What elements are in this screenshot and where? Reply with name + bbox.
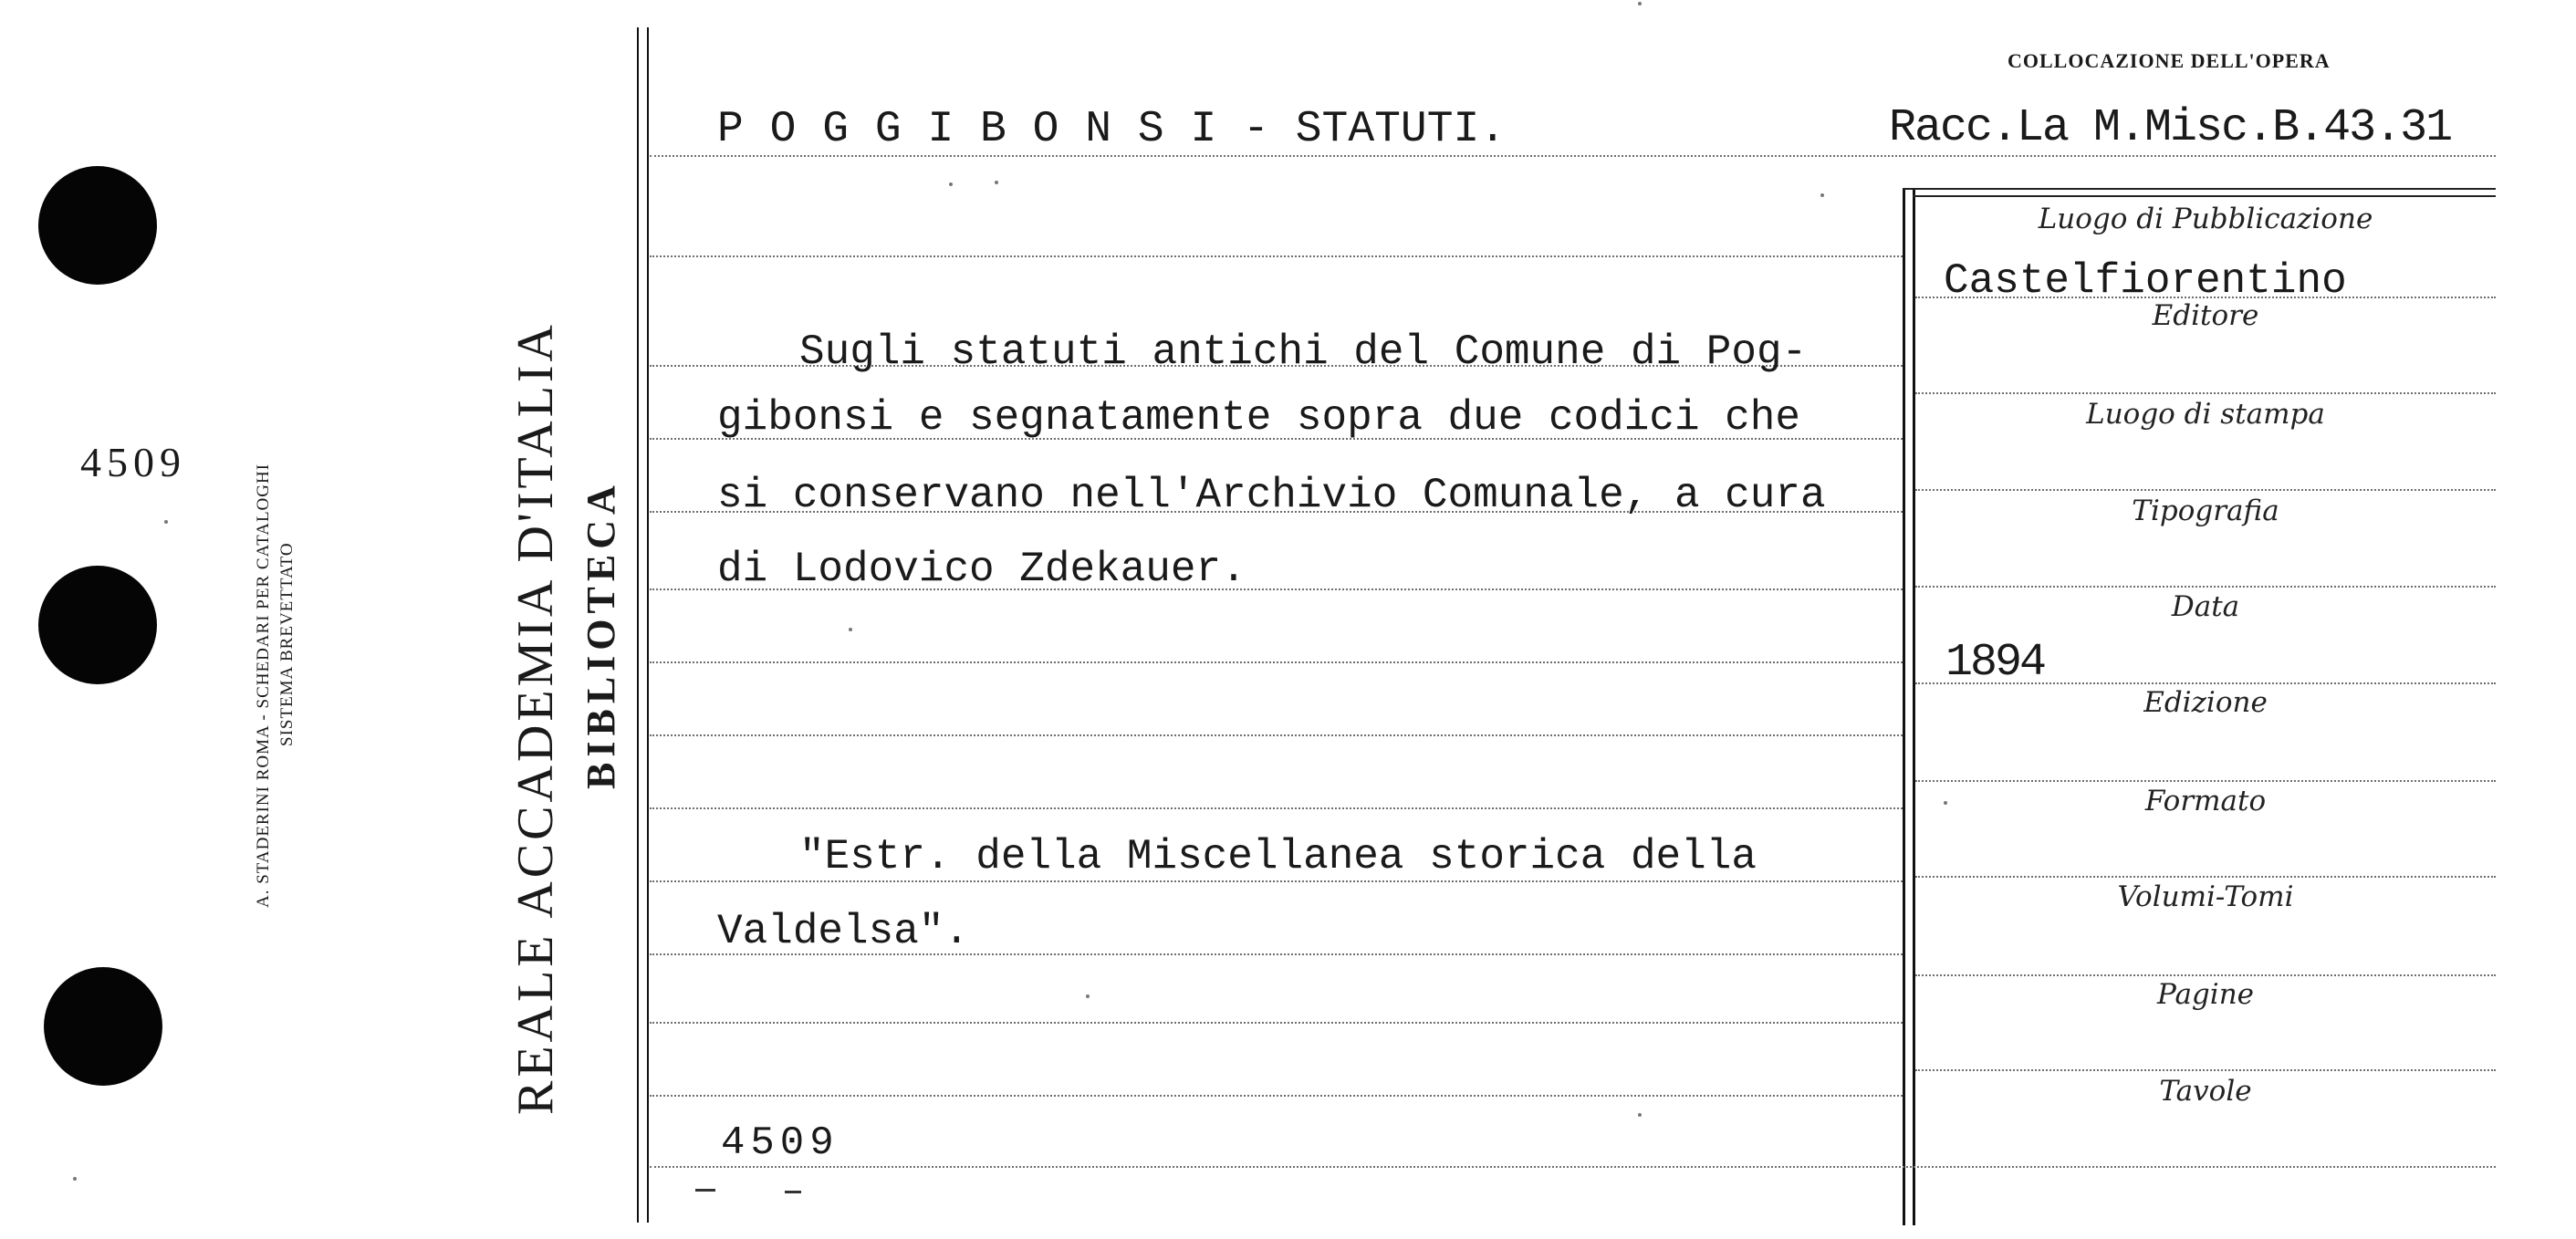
label-pagine: Pagine xyxy=(2156,978,2255,1011)
main-rule xyxy=(650,1095,1903,1097)
main-rule xyxy=(650,661,1903,663)
card-heading: P O G G I B O N S I - STATUTI. xyxy=(717,105,1507,154)
description-line-2: gibonsi e segnatamente sopra due codici che xyxy=(717,394,1800,442)
description-line-3: si conservano nell'Archivio Comunale, a cura xyxy=(717,472,1826,519)
left-double-rule-a xyxy=(637,27,639,1223)
card-number-side: 4509 xyxy=(80,439,186,485)
field-column-top-border xyxy=(1903,188,2496,190)
main-rule xyxy=(650,734,1903,736)
field-column-top-border-inner xyxy=(1913,195,2496,197)
field-rule xyxy=(1915,392,2496,394)
left-double-rule-b xyxy=(647,27,649,1223)
punch-hole-middle xyxy=(38,566,157,684)
label-luogo-pubblicazione: Luogo di Pubblicazione xyxy=(2038,203,2373,235)
label-tavole: Tavole xyxy=(2159,1075,2252,1108)
label-volumi-tomi: Volumi-Tomi xyxy=(2117,880,2294,913)
label-luogo-stampa: Luogo di stampa xyxy=(2086,398,2325,431)
collocation-header: COLLOCAZIONE DELL'OPERA xyxy=(2008,49,2331,72)
label-data: Data xyxy=(2171,590,2240,623)
main-rule xyxy=(650,880,1903,882)
scan-speck xyxy=(1638,2,1642,5)
institution-department: BIBLIOTECA xyxy=(579,480,623,789)
label-edizione: Edizione xyxy=(2143,686,2268,719)
main-rule xyxy=(650,255,1903,257)
right-double-rule-a xyxy=(1903,190,1905,1225)
note-line-2: Valdelsa". xyxy=(717,908,970,955)
printer-imprint-line2: SISTEMA BREVETTATO xyxy=(277,542,297,746)
field-rule xyxy=(1915,1069,2496,1071)
scan-speck xyxy=(995,181,998,184)
description-line-4: di Lodovico Zdekauer. xyxy=(717,546,1246,593)
main-rule xyxy=(650,1166,2496,1168)
scan-dash xyxy=(695,1189,715,1192)
field-rule xyxy=(1915,780,2496,782)
value-luogo-pubblicazione: Castelfiorentino xyxy=(1944,257,2347,305)
label-editore: Editore xyxy=(2152,299,2259,332)
main-rule xyxy=(650,155,2496,157)
punch-hole-top xyxy=(38,166,157,285)
scan-speck xyxy=(849,628,852,631)
scan-speck xyxy=(164,520,168,524)
shelfmark: Racc.La M.Misc.B.43.31 xyxy=(1889,102,2452,154)
scan-speck xyxy=(1086,994,1090,998)
description-line-1: Sugli statuti antichi del Comune di Pog- xyxy=(799,328,1808,376)
main-rule xyxy=(650,1022,1903,1024)
note-line-1: "Estr. della Miscellanea storica della xyxy=(799,833,1757,880)
scan-dash xyxy=(785,1191,801,1193)
printer-imprint-line1: A. STADERINI ROMA - SCHEDARI PER CATALOGHI xyxy=(254,463,273,908)
scan-speck xyxy=(73,1177,77,1181)
scan-speck xyxy=(1638,1113,1642,1117)
scan-speck xyxy=(1944,801,1947,805)
value-data: 1894 xyxy=(1945,637,2045,689)
field-rule xyxy=(1915,974,2496,976)
field-rule xyxy=(1915,489,2496,491)
main-rule xyxy=(650,807,1903,809)
card-number-bottom: 4509 xyxy=(721,1120,840,1166)
punch-hole-bottom xyxy=(44,967,162,1086)
scan-speck xyxy=(949,182,953,186)
label-tipografia: Tipografia xyxy=(2132,495,2279,527)
label-formato: Formato xyxy=(2144,785,2267,817)
scan-speck xyxy=(1820,193,1824,197)
field-rule xyxy=(1915,586,2496,588)
field-rule xyxy=(1915,876,2496,878)
institution-name: REALE ACCADEMIA D'ITALIA xyxy=(507,321,564,1115)
